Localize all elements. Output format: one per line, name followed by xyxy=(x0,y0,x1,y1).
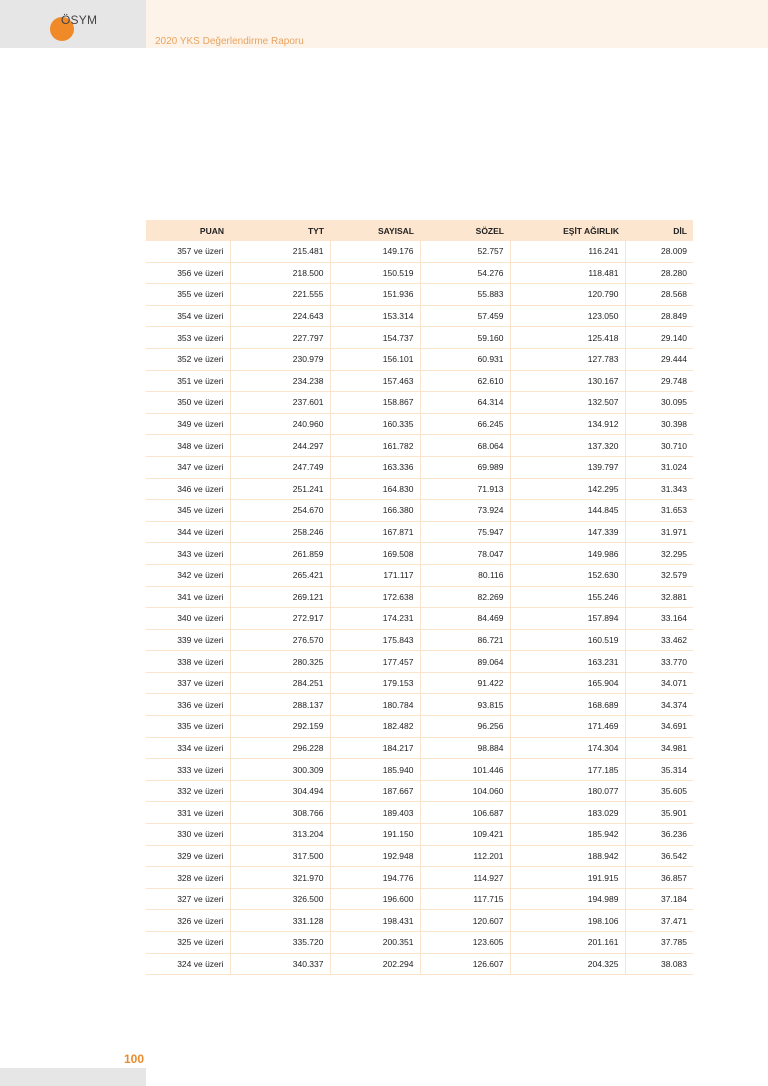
table-row xyxy=(146,370,693,392)
table-cell: 325 ve üzeri xyxy=(146,932,230,954)
table-cell: 348 ve üzeri xyxy=(146,435,230,457)
table-cell: 144.845 xyxy=(510,500,625,522)
table-cell: 137.320 xyxy=(510,435,625,457)
table-cell: 32.295 xyxy=(625,543,693,565)
table-row xyxy=(146,694,693,716)
table-cell: 139.797 xyxy=(510,456,625,478)
table-cell: 125.418 xyxy=(510,327,625,349)
table-cell: 327 ve üzeri xyxy=(146,888,230,910)
table-cell: 86.721 xyxy=(420,629,510,651)
table-cell: 120.607 xyxy=(420,910,510,932)
table-header-row xyxy=(146,220,693,241)
table-cell: 32.579 xyxy=(625,564,693,586)
table-cell: 355 ve üzeri xyxy=(146,284,230,306)
table-row xyxy=(146,456,693,478)
table-cell: 123.605 xyxy=(420,932,510,954)
table-row xyxy=(146,780,693,802)
table-cell: 152.630 xyxy=(510,564,625,586)
table-cell: 62.610 xyxy=(420,370,510,392)
table-cell: 179.153 xyxy=(330,672,420,694)
table-cell: 198.431 xyxy=(330,910,420,932)
table-cell: 194.776 xyxy=(330,867,420,889)
table-cell: 127.783 xyxy=(510,348,625,370)
table-cell: 130.167 xyxy=(510,370,625,392)
table-row xyxy=(146,737,693,759)
table-cell: 35.605 xyxy=(625,780,693,802)
logo-text: ÖSYM xyxy=(61,13,98,27)
table-row xyxy=(146,543,693,565)
table-cell: 120.790 xyxy=(510,284,625,306)
table-cell: 341 ve üzeri xyxy=(146,586,230,608)
table-cell: 82.269 xyxy=(420,586,510,608)
table-cell: 172.638 xyxy=(330,586,420,608)
table-cell: 333 ve üzeri xyxy=(146,759,230,781)
table-cell: 192.948 xyxy=(330,845,420,867)
table-cell: 149.176 xyxy=(330,241,420,262)
table-cell: 331.128 xyxy=(230,910,330,932)
table-cell: 196.600 xyxy=(330,888,420,910)
table-row xyxy=(146,824,693,846)
table-cell: 261.859 xyxy=(230,543,330,565)
table-cell: 31.024 xyxy=(625,456,693,478)
table-cell: 91.422 xyxy=(420,672,510,694)
table-cell: 164.830 xyxy=(330,478,420,500)
table-cell: 34.374 xyxy=(625,694,693,716)
table-cell: 98.884 xyxy=(420,737,510,759)
table-cell: 202.294 xyxy=(330,953,420,975)
table-body xyxy=(146,241,693,975)
table-cell: 288.137 xyxy=(230,694,330,716)
table-row xyxy=(146,500,693,522)
table-cell: 331 ve üzeri xyxy=(146,802,230,824)
table-cell: 106.687 xyxy=(420,802,510,824)
table-cell: 78.047 xyxy=(420,543,510,565)
table-cell: 34.981 xyxy=(625,737,693,759)
table-row xyxy=(146,284,693,306)
table-cell: 154.737 xyxy=(330,327,420,349)
table-cell: 117.715 xyxy=(420,888,510,910)
table-cell: 357 ve üzeri xyxy=(146,241,230,262)
table-cell: 321.970 xyxy=(230,867,330,889)
table-cell: 227.797 xyxy=(230,327,330,349)
table-cell: 101.446 xyxy=(420,759,510,781)
table-cell: 344 ve üzeri xyxy=(146,521,230,543)
table-row xyxy=(146,262,693,284)
table-cell: 33.462 xyxy=(625,629,693,651)
table-cell: 54.276 xyxy=(420,262,510,284)
table-cell: 335 ve üzeri xyxy=(146,716,230,738)
table-cell: 30.095 xyxy=(625,392,693,414)
table-cell: 234.238 xyxy=(230,370,330,392)
table-cell: 32.881 xyxy=(625,586,693,608)
table-cell: 31.971 xyxy=(625,521,693,543)
table-cell: 34.691 xyxy=(625,716,693,738)
table-cell: 29.748 xyxy=(625,370,693,392)
table-cell: 353 ve üzeri xyxy=(146,327,230,349)
table-cell: 66.245 xyxy=(420,413,510,435)
table-cell: 244.297 xyxy=(230,435,330,457)
table-cell: 175.843 xyxy=(330,629,420,651)
table-cell: 34.071 xyxy=(625,672,693,694)
table-cell: 296.228 xyxy=(230,737,330,759)
table-cell: 230.979 xyxy=(230,348,330,370)
table-row xyxy=(146,241,693,262)
table-row xyxy=(146,672,693,694)
table-row xyxy=(146,435,693,457)
table-cell: 37.184 xyxy=(625,888,693,910)
table-cell: 334 ve üzeri xyxy=(146,737,230,759)
table-cell: 147.339 xyxy=(510,521,625,543)
table-cell: 134.912 xyxy=(510,413,625,435)
table-row xyxy=(146,845,693,867)
table-cell: 163.336 xyxy=(330,456,420,478)
table-cell: 29.444 xyxy=(625,348,693,370)
table-cell: 68.064 xyxy=(420,435,510,457)
table-cell: 104.060 xyxy=(420,780,510,802)
table-cell: 215.481 xyxy=(230,241,330,262)
table-cell: 177.457 xyxy=(330,651,420,673)
column-header: EŞİT AĞIRLIK xyxy=(510,220,625,241)
column-header: DİL xyxy=(625,220,693,241)
table-cell: 174.231 xyxy=(330,608,420,630)
table-cell: 174.304 xyxy=(510,737,625,759)
table-row xyxy=(146,888,693,910)
table-cell: 188.942 xyxy=(510,845,625,867)
table-cell: 161.782 xyxy=(330,435,420,457)
table-cell: 336 ve üzeri xyxy=(146,694,230,716)
table-cell: 187.667 xyxy=(330,780,420,802)
table-cell: 258.246 xyxy=(230,521,330,543)
table-cell: 93.815 xyxy=(420,694,510,716)
table-cell: 240.960 xyxy=(230,413,330,435)
table-cell: 142.295 xyxy=(510,478,625,500)
table-cell: 155.246 xyxy=(510,586,625,608)
table-cell: 191.150 xyxy=(330,824,420,846)
table-cell: 328 ve üzeri xyxy=(146,867,230,889)
table-cell: 28.849 xyxy=(625,305,693,327)
table-cell: 149.986 xyxy=(510,543,625,565)
score-table xyxy=(146,220,693,975)
table-cell: 200.351 xyxy=(330,932,420,954)
table-cell: 28.568 xyxy=(625,284,693,306)
table-cell: 292.159 xyxy=(230,716,330,738)
table-row xyxy=(146,867,693,889)
table-cell: 132.507 xyxy=(510,392,625,414)
table-cell: 163.231 xyxy=(510,651,625,673)
table-cell: 332 ve üzeri xyxy=(146,780,230,802)
table-cell: 69.989 xyxy=(420,456,510,478)
table-cell: 169.508 xyxy=(330,543,420,565)
table-cell: 204.325 xyxy=(510,953,625,975)
table-row xyxy=(146,327,693,349)
table-row xyxy=(146,759,693,781)
column-header: SÖZEL xyxy=(420,220,510,241)
table-cell: 221.555 xyxy=(230,284,330,306)
table-cell: 224.643 xyxy=(230,305,330,327)
table-cell: 237.601 xyxy=(230,392,330,414)
table-cell: 185.942 xyxy=(510,824,625,846)
table-cell: 116.241 xyxy=(510,241,625,262)
table-cell: 157.894 xyxy=(510,608,625,630)
table-cell: 247.749 xyxy=(230,456,330,478)
table-cell: 269.121 xyxy=(230,586,330,608)
table-row xyxy=(146,716,693,738)
table-cell: 276.570 xyxy=(230,629,330,651)
table-cell: 55.883 xyxy=(420,284,510,306)
table-cell: 184.217 xyxy=(330,737,420,759)
table-cell: 35.901 xyxy=(625,802,693,824)
table-cell: 28.009 xyxy=(625,241,693,262)
table-cell: 64.314 xyxy=(420,392,510,414)
table-cell: 284.251 xyxy=(230,672,330,694)
column-header: PUAN xyxy=(146,220,230,241)
table-cell: 337 ve üzeri xyxy=(146,672,230,694)
table-cell: 324 ve üzeri xyxy=(146,953,230,975)
table-cell: 350 ve üzeri xyxy=(146,392,230,414)
table-cell: 31.653 xyxy=(625,500,693,522)
table-cell: 73.924 xyxy=(420,500,510,522)
table-cell: 151.936 xyxy=(330,284,420,306)
table-cell: 30.710 xyxy=(625,435,693,457)
table-cell: 167.871 xyxy=(330,521,420,543)
table-cell: 189.403 xyxy=(330,802,420,824)
table-row xyxy=(146,802,693,824)
table-row xyxy=(146,651,693,673)
table-cell: 89.064 xyxy=(420,651,510,673)
table-cell: 37.471 xyxy=(625,910,693,932)
table-cell: 351 ve üzeri xyxy=(146,370,230,392)
table-cell: 180.784 xyxy=(330,694,420,716)
table-row xyxy=(146,348,693,370)
column-header: TYT xyxy=(230,220,330,241)
table-cell: 254.670 xyxy=(230,500,330,522)
table-cell: 31.343 xyxy=(625,478,693,500)
table-cell: 84.469 xyxy=(420,608,510,630)
table-cell: 80.116 xyxy=(420,564,510,586)
table-cell: 356 ve üzeri xyxy=(146,262,230,284)
table-cell: 339 ve üzeri xyxy=(146,629,230,651)
table-cell: 60.931 xyxy=(420,348,510,370)
table-cell: 30.398 xyxy=(625,413,693,435)
table-cell: 313.204 xyxy=(230,824,330,846)
table-cell: 36.857 xyxy=(625,867,693,889)
table-cell: 251.241 xyxy=(230,478,330,500)
table-row xyxy=(146,910,693,932)
table-cell: 158.867 xyxy=(330,392,420,414)
page-number: 100 xyxy=(124,1052,145,1066)
score-table-container xyxy=(146,220,693,975)
table-cell: 112.201 xyxy=(420,845,510,867)
table-row xyxy=(146,521,693,543)
table-cell: 340.337 xyxy=(230,953,330,975)
table-cell: 198.106 xyxy=(510,910,625,932)
table-cell: 57.459 xyxy=(420,305,510,327)
table-cell: 185.940 xyxy=(330,759,420,781)
table-cell: 330 ve üzeri xyxy=(146,824,230,846)
table-cell: 157.463 xyxy=(330,370,420,392)
table-cell: 96.256 xyxy=(420,716,510,738)
table-cell: 52.757 xyxy=(420,241,510,262)
table-cell: 126.607 xyxy=(420,953,510,975)
table-row xyxy=(146,586,693,608)
table-cell: 75.947 xyxy=(420,521,510,543)
table-cell: 326.500 xyxy=(230,888,330,910)
table-row xyxy=(146,413,693,435)
table-cell: 343 ve üzeri xyxy=(146,543,230,565)
table-cell: 123.050 xyxy=(510,305,625,327)
table-cell: 347 ve üzeri xyxy=(146,456,230,478)
table-cell: 168.689 xyxy=(510,694,625,716)
table-cell: 59.160 xyxy=(420,327,510,349)
table-row xyxy=(146,932,693,954)
table-cell: 166.380 xyxy=(330,500,420,522)
table-cell: 150.519 xyxy=(330,262,420,284)
table-row xyxy=(146,478,693,500)
table-cell: 349 ve üzeri xyxy=(146,413,230,435)
table-cell: 171.469 xyxy=(510,716,625,738)
footer-block xyxy=(0,1068,146,1086)
table-cell: 160.519 xyxy=(510,629,625,651)
table-cell: 28.280 xyxy=(625,262,693,284)
table-cell: 37.785 xyxy=(625,932,693,954)
table-cell: 345 ve üzeri xyxy=(146,500,230,522)
table-row xyxy=(146,392,693,414)
table-cell: 191.915 xyxy=(510,867,625,889)
table-cell: 165.904 xyxy=(510,672,625,694)
table-cell: 171.117 xyxy=(330,564,420,586)
table-cell: 183.029 xyxy=(510,802,625,824)
table-cell: 201.161 xyxy=(510,932,625,954)
table-cell: 33.770 xyxy=(625,651,693,673)
table-cell: 118.481 xyxy=(510,262,625,284)
column-header: SAYISAL xyxy=(330,220,420,241)
table-cell: 33.164 xyxy=(625,608,693,630)
table-cell: 308.766 xyxy=(230,802,330,824)
table-cell: 35.314 xyxy=(625,759,693,781)
table-row xyxy=(146,305,693,327)
header-block xyxy=(0,0,146,48)
table-cell: 36.542 xyxy=(625,845,693,867)
table-cell: 329 ve üzeri xyxy=(146,845,230,867)
table-cell: 300.309 xyxy=(230,759,330,781)
table-cell: 218.500 xyxy=(230,262,330,284)
table-cell: 194.989 xyxy=(510,888,625,910)
table-cell: 352 ve üzeri xyxy=(146,348,230,370)
table-row xyxy=(146,953,693,975)
table-cell: 342 ve üzeri xyxy=(146,564,230,586)
table-cell: 338 ve üzeri xyxy=(146,651,230,673)
table-row xyxy=(146,608,693,630)
table-cell: 272.917 xyxy=(230,608,330,630)
table-cell: 265.421 xyxy=(230,564,330,586)
table-cell: 326 ve üzeri xyxy=(146,910,230,932)
table-row xyxy=(146,629,693,651)
table-cell: 346 ve üzeri xyxy=(146,478,230,500)
table-cell: 109.421 xyxy=(420,824,510,846)
table-cell: 180.077 xyxy=(510,780,625,802)
table-cell: 340 ve üzeri xyxy=(146,608,230,630)
table-cell: 71.913 xyxy=(420,478,510,500)
table-cell: 280.325 xyxy=(230,651,330,673)
table-cell: 304.494 xyxy=(230,780,330,802)
table-cell: 354 ve üzeri xyxy=(146,305,230,327)
table-cell: 160.335 xyxy=(330,413,420,435)
table-cell: 153.314 xyxy=(330,305,420,327)
table-cell: 182.482 xyxy=(330,716,420,738)
table-cell: 156.101 xyxy=(330,348,420,370)
table-cell: 177.185 xyxy=(510,759,625,781)
table-cell: 317.500 xyxy=(230,845,330,867)
table-cell: 36.236 xyxy=(625,824,693,846)
report-title: 2020 YKS Değerlendirme Raporu xyxy=(155,36,304,47)
table-cell: 29.140 xyxy=(625,327,693,349)
table-cell: 38.083 xyxy=(625,953,693,975)
table-cell: 335.720 xyxy=(230,932,330,954)
table-row xyxy=(146,564,693,586)
table-cell: 114.927 xyxy=(420,867,510,889)
